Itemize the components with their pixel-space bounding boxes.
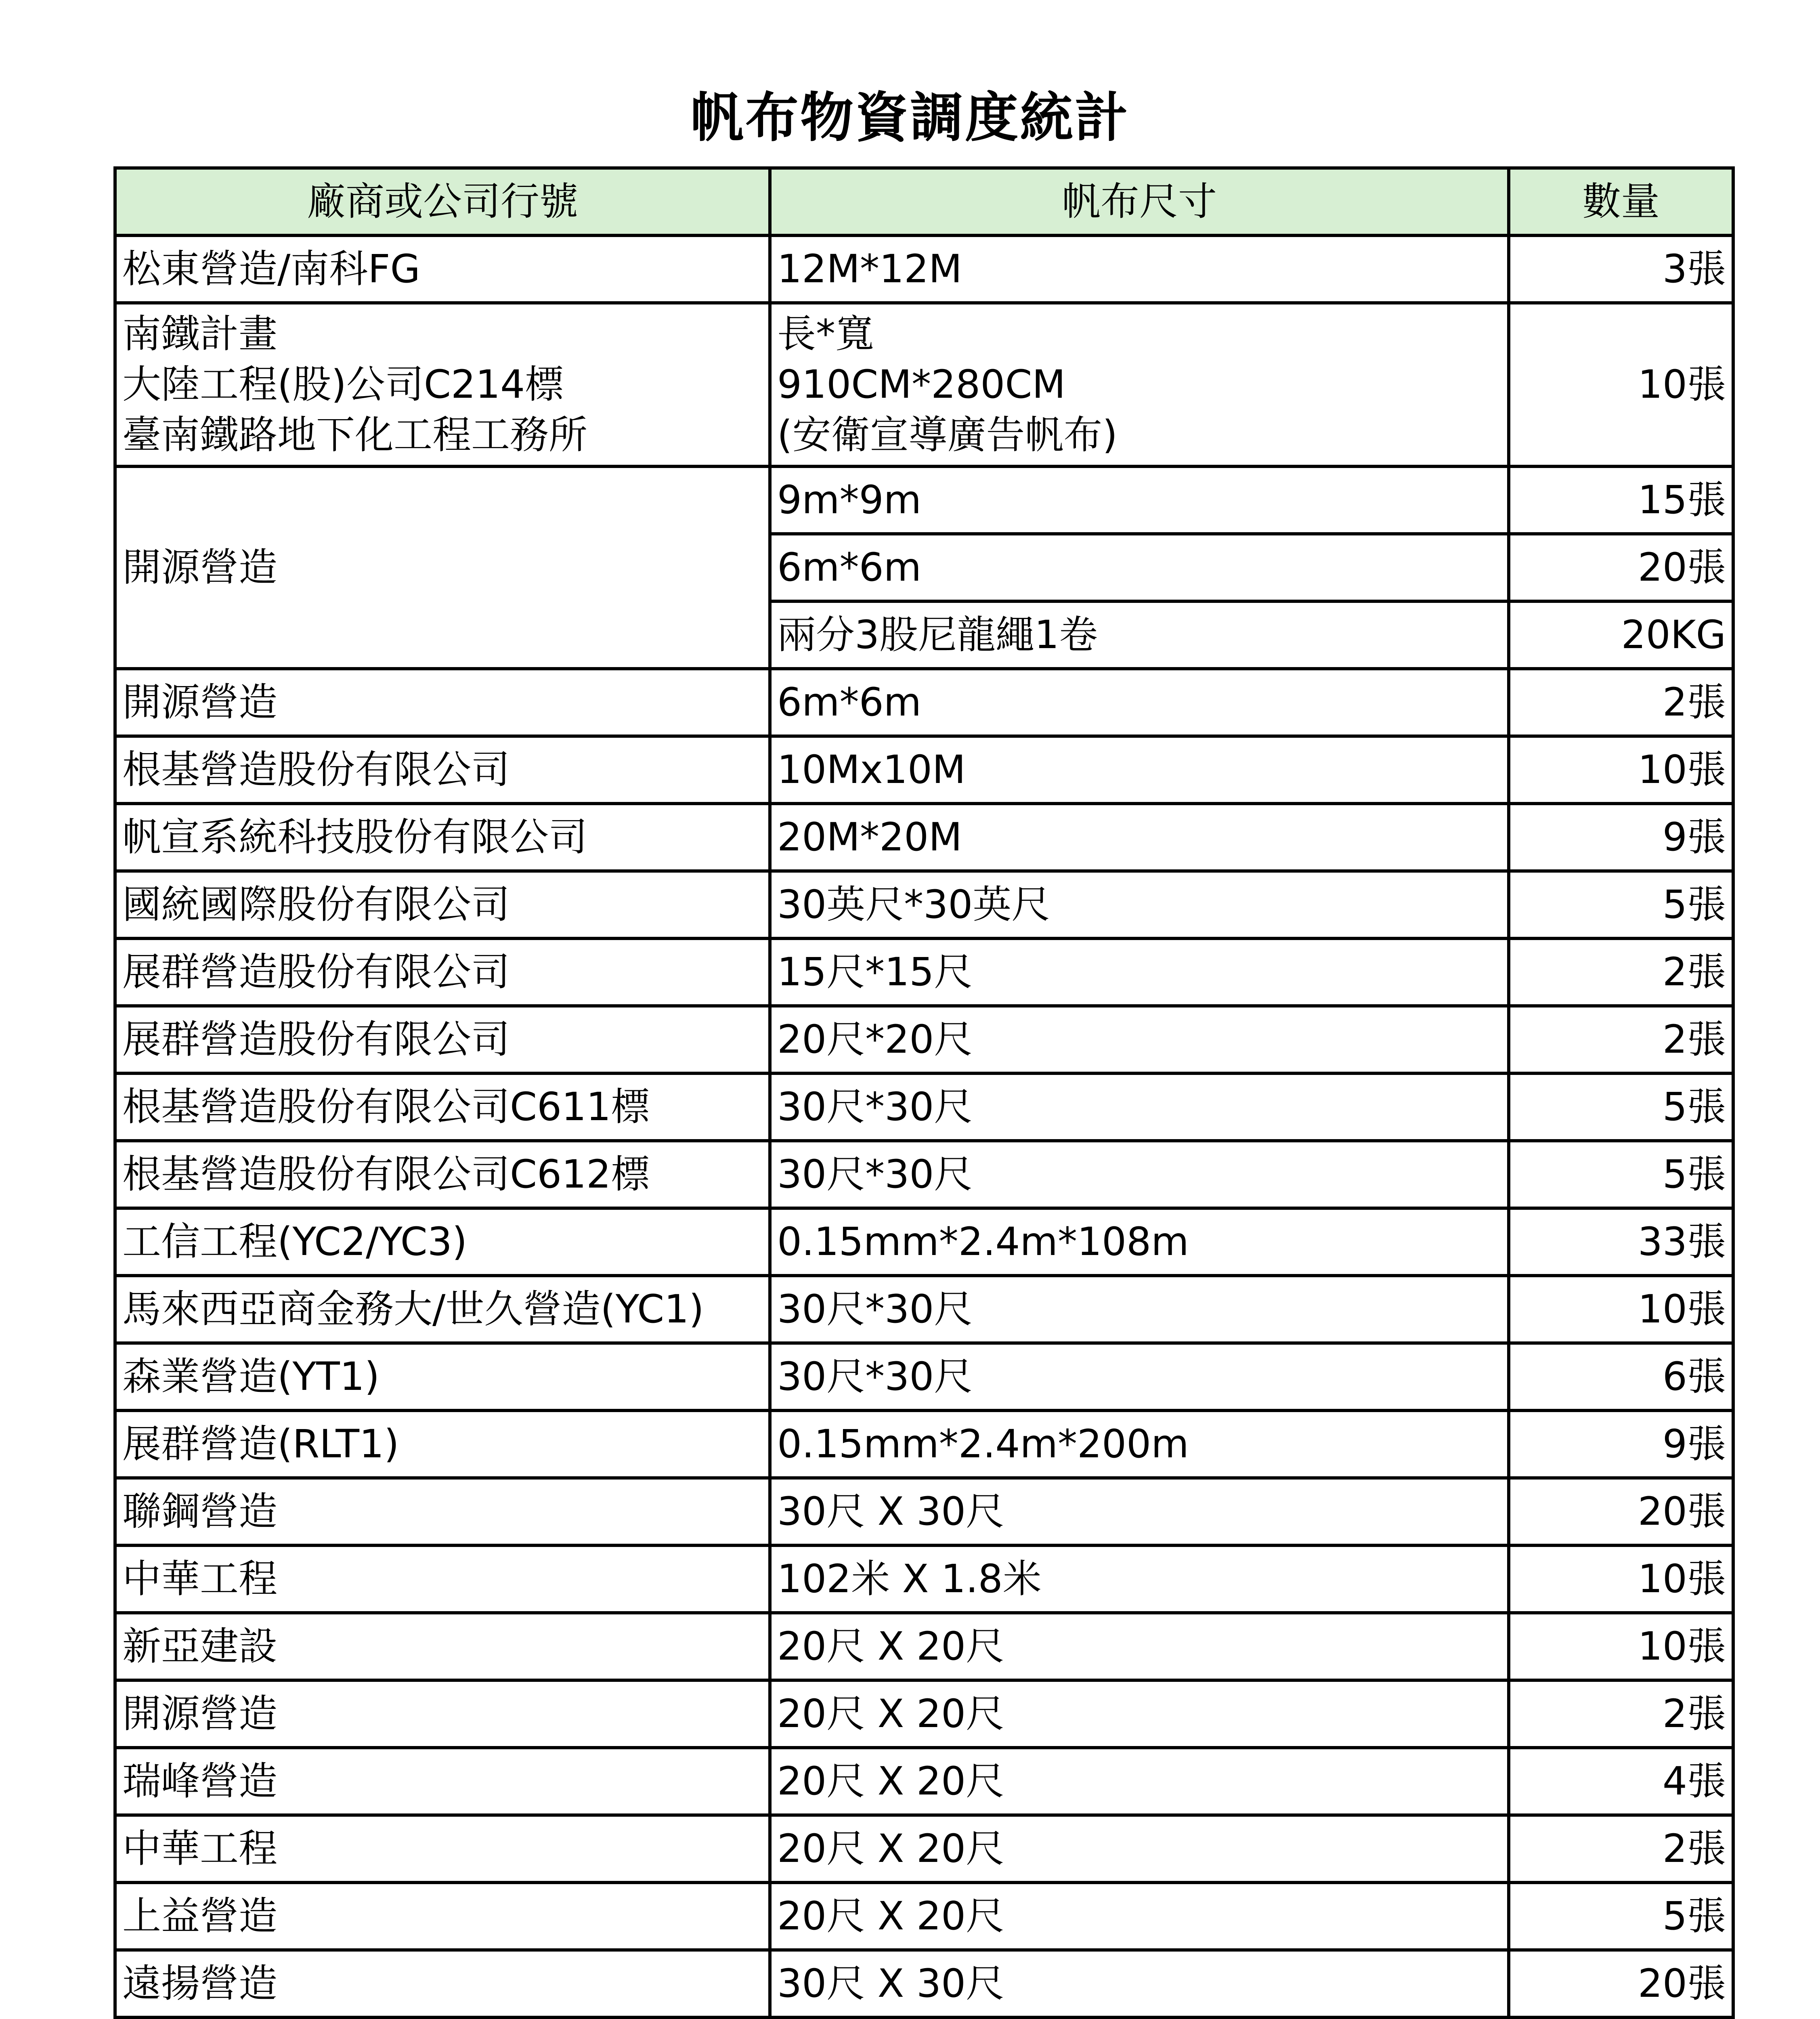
size-cell: 20尺 X 20尺	[770, 1883, 1509, 1950]
company-cell: 中華工程	[115, 1815, 770, 1883]
qty-cell: 10張	[1509, 1613, 1733, 1680]
size-cell: 20尺 X 20尺	[770, 1748, 1509, 1815]
table-row	[115, 1883, 1733, 1950]
qty-cell: 6張	[1509, 1343, 1733, 1410]
qty-cell: 5張	[1509, 1141, 1733, 1208]
size-cell: 6m*6m	[770, 534, 1509, 601]
qty-cell: 2張	[1509, 938, 1733, 1006]
company-cell: 工信工程(YC2/YC3)	[115, 1208, 770, 1276]
table-row	[115, 1208, 1733, 1276]
size-cell: 20尺 X 20尺	[770, 1613, 1509, 1680]
qty-cell: 5張	[1509, 1073, 1733, 1141]
company-cell: 根基營造股份有限公司	[115, 736, 770, 804]
company-cell: 上益營造	[115, 1883, 770, 1950]
size-cell: 15尺*15尺	[770, 938, 1509, 1006]
size-cell: 兩分3股尼龍繩1卷	[770, 601, 1509, 669]
qty-cell: 2張	[1509, 1006, 1733, 1073]
table-row	[115, 1478, 1733, 1545]
size-cell: 30尺 X 30尺	[770, 1478, 1509, 1545]
header-qty: 數量	[1509, 168, 1733, 235]
qty-cell: 3張	[1509, 235, 1733, 303]
company-cell: 南鐵計畫 大陸工程(股)公司C214標 臺南鐵路地下化工程工務所	[115, 303, 770, 466]
size-cell: 6m*6m	[770, 669, 1509, 736]
company-cell: 開源營造	[115, 466, 770, 669]
company-cell: 瑞峰營造	[115, 1748, 770, 1815]
size-cell: 30尺*30尺	[770, 1343, 1509, 1410]
qty-cell: 9張	[1509, 1410, 1733, 1478]
table-row	[115, 1748, 1733, 1815]
qty-cell: 10張	[1509, 736, 1733, 804]
company-cell: 國統國際股份有限公司	[115, 871, 770, 938]
qty-cell: 10張	[1509, 303, 1733, 466]
table-row	[115, 235, 1733, 303]
company-cell: 展群營造股份有限公司	[115, 1006, 770, 1073]
qty-cell	[1509, 2017, 1733, 2019]
size-cell	[770, 2017, 1509, 2019]
qty-cell: 10張	[1509, 1545, 1733, 1613]
table-row	[115, 938, 1733, 1006]
size-cell: 10Mx10M	[770, 736, 1509, 804]
qty-cell: 10張	[1509, 1276, 1733, 1343]
table-row	[115, 736, 1733, 804]
company-cell: 聯鋼營造	[115, 1478, 770, 1545]
qty-cell: 4張	[1509, 1748, 1733, 1815]
company-cell: 根基營造股份有限公司C611標	[115, 1073, 770, 1141]
size-cell: 102米 X 1.8米	[770, 1545, 1509, 1613]
size-cell: 12M*12M	[770, 235, 1509, 303]
header-size: 帆布尺寸	[770, 168, 1509, 235]
table-body	[115, 235, 1733, 2019]
table-row	[115, 1680, 1733, 1748]
qty-cell: 5張	[1509, 871, 1733, 938]
size-cell: 0.15mm*2.4m*200m	[770, 1410, 1509, 1478]
supply-table	[113, 166, 1735, 2019]
table-row	[115, 1141, 1733, 1208]
table-row	[115, 1073, 1733, 1141]
company-cell: 開源營造	[115, 1680, 770, 1748]
company-cell: 根基營造股份有限公司C612標	[115, 1141, 770, 1208]
table-row	[115, 1815, 1733, 1883]
size-cell: 9m*9m	[770, 466, 1509, 534]
table-row	[115, 1343, 1733, 1410]
size-cell: 30英尺*30英尺	[770, 871, 1509, 938]
table-header-row	[115, 168, 1733, 235]
table-row	[115, 804, 1733, 871]
company-cell: 開源營造	[115, 669, 770, 736]
table-row	[115, 1950, 1733, 2017]
table-row	[115, 303, 1733, 466]
table-row	[115, 1276, 1733, 1343]
qty-cell: 20張	[1509, 1950, 1733, 2017]
company-cell: 帆宣系統科技股份有限公司	[115, 804, 770, 871]
qty-cell: 5張	[1509, 1883, 1733, 1950]
qty-cell: 20張	[1509, 534, 1733, 601]
company-cell: 展群營造股份有限公司	[115, 938, 770, 1006]
qty-cell: 20KG	[1509, 601, 1733, 669]
page-title: 帆布物資調度統計	[690, 87, 1130, 149]
company-cell: 松東營造/南科FG	[115, 235, 770, 303]
qty-cell: 9張	[1509, 804, 1733, 871]
qty-cell: 2張	[1509, 1815, 1733, 1883]
company-cell: 遠揚營造	[115, 1950, 770, 2017]
company-cell: 中華工程	[115, 1545, 770, 1613]
qty-cell: 20張	[1509, 1478, 1733, 1545]
size-cell: 30尺 X 30尺	[770, 1950, 1509, 2017]
size-cell: 20尺 X 20尺	[770, 1815, 1509, 1883]
qty-cell: 33張	[1509, 1208, 1733, 1276]
size-cell: 20尺 X 20尺	[770, 1680, 1509, 1748]
table-row	[115, 1006, 1733, 1073]
table-row	[115, 669, 1733, 736]
size-cell: 0.15mm*2.4m*108m	[770, 1208, 1509, 1276]
size-cell: 30尺*30尺	[770, 1141, 1509, 1208]
company-cell: 展群營造(RLT1)	[115, 1410, 770, 1478]
company-cell	[115, 2017, 770, 2019]
company-cell: 森業營造(YT1)	[115, 1343, 770, 1410]
table-row	[115, 871, 1733, 938]
table-row	[115, 466, 1733, 534]
size-cell: 30尺*30尺	[770, 1276, 1509, 1343]
size-cell: 20尺*20尺	[770, 1006, 1509, 1073]
qty-cell: 2張	[1509, 1680, 1733, 1748]
size-cell: 長*寬 910CM*280CM (安衛宣導廣告帆布)	[770, 303, 1509, 466]
company-cell: 馬來西亞商金務大/世久營造(YC1)	[115, 1276, 770, 1343]
header-company: 廠商或公司行號	[115, 168, 770, 235]
size-cell: 30尺*30尺	[770, 1073, 1509, 1141]
company-cell: 新亞建設	[115, 1613, 770, 1680]
table-row	[115, 2017, 1733, 2019]
qty-cell: 2張	[1509, 669, 1733, 736]
table-row	[115, 1410, 1733, 1478]
table-row	[115, 1545, 1733, 1613]
table-row	[115, 1613, 1733, 1680]
size-cell: 20M*20M	[770, 804, 1509, 871]
qty-cell: 15張	[1509, 466, 1733, 534]
